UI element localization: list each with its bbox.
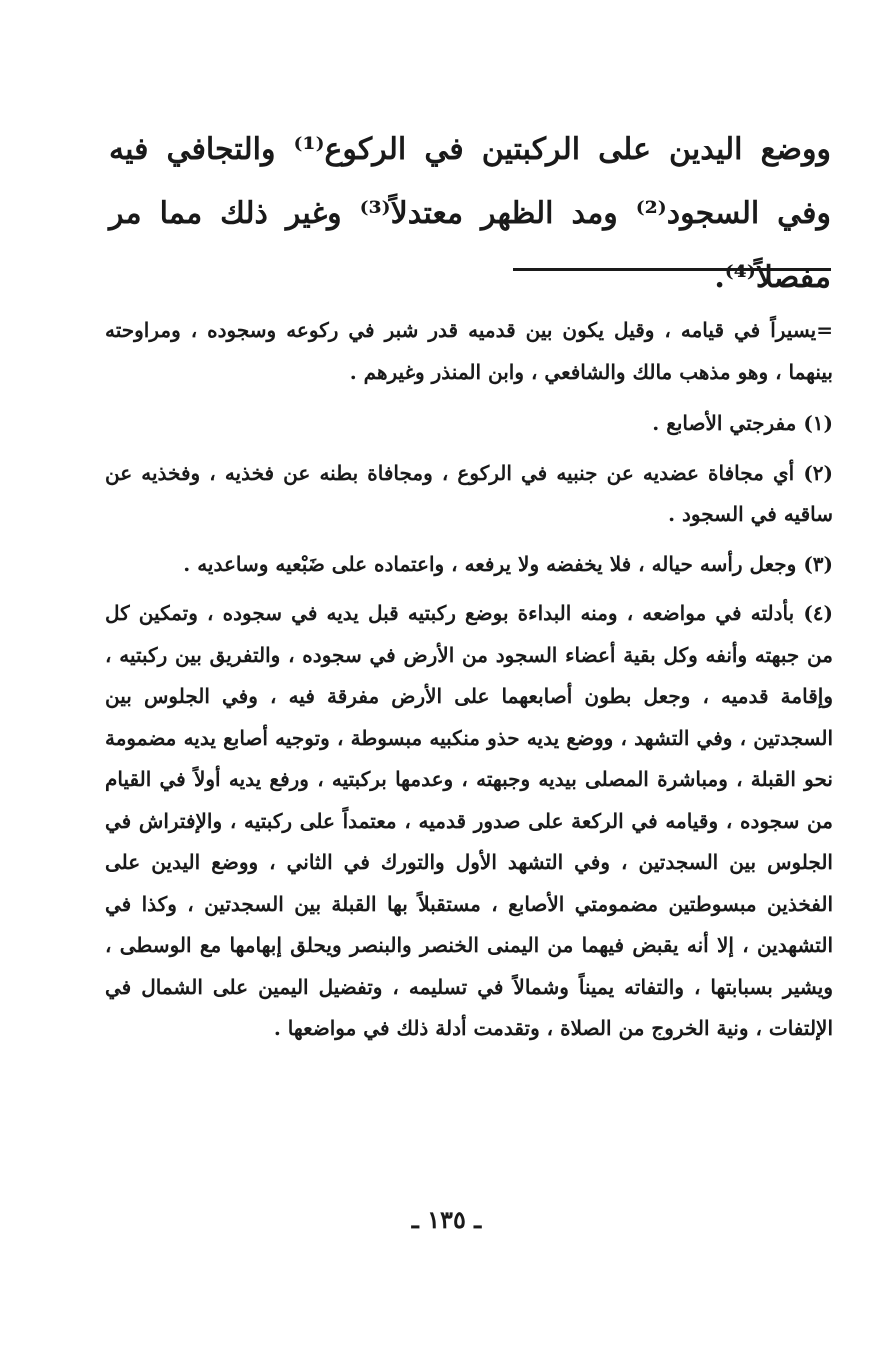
footnote-number: (٢) — [803, 460, 834, 485]
page-number: ـ ١٣٥ ـ — [411, 1205, 482, 1234]
footnote-text: أي مجافاة عضديه عن جنبيه في الركوع ، ومجافاة بطنه عن فخذيه ، وفخذيه عن ساقيه في السجود . — [105, 460, 833, 526]
footnote-number: (٤) — [803, 601, 833, 625]
main-text-block — [109, 118, 831, 310]
footnote-text: وجعل رأسه حياله ، فلا يخفضه ولا يرفعه ، واعتماده على ضَبْعيه وساعديه . — [183, 551, 797, 576]
footnote-separator — [513, 268, 831, 271]
footnote-number: (١) — [803, 411, 833, 435]
footnote-2 — [105, 453, 833, 536]
footnote-continuation: =يسيراً في قيامه ، وقيل يكون بين قدميه قدر شبر في ركوعه وسجوده ، ومراوحته بينهما ، وهو مذهب مالك والشافعي ، وابن المنذر وغيرهم . — [105, 318, 833, 384]
main-paragraph: ووضع اليدين على الركبتين في الركوع⁽¹⁾ والتجافي فيه وفي السجود⁽²⁾ ومد الظهر معتدلاً⁽³⁾ وغير ذلك مما مر مفصلاً⁽⁴⁾. — [109, 132, 832, 295]
footnote-text: بأدلته في مواضعه ، ومنه البداءة بوضع ركبتيه قبل يديه في سجوده ، وتمكين كل من جبهته وأنفه وكل بقية أعضاء السجود من الأرض في سجوده ، والتفريق بين ركبتيه ، وإقامة قدميه ، وجعل بطون أصابعهما على الأرض مفرقة فيه ، وفي الجلوس بين السجدتين ، وفي التشهد ، ووضع يديه حذو منكبيه مبسوطة ، وتوجيه أصابع يديه مضمومة نحو القبلة ، ومباشرة المصلى بيديه وجبهته ، وعدمها بركبتيه ، ورفع يديه أولاً في القيام من سجوده ، وقيامه في الركعة على صدور قدميه ، معتمداً على ركبتيه ، والإفتراش في الجلوس بين السجدتين ، وفي التشهد الأول والتورك في الثاني ، ووضع اليدين على الفخذين مبسوطتين مضمومتي الأصابع ، مستقبلاً بها القبلة بين السجدتين ، وكذا في التشهدين ، إلا أنه يقبض فيهما من اليمنى الخنصر والبنصر ويحلق إبهامها مع الوسطى ، ويشير بسبابتها ، والتفاته يميناً وشمالاً في تسليمه ، وتفضيل اليمين على الشمال في الإلتفات ، ونية الخروج من الصلاة ، وتقدمت أدلة ذلك في مواضعها . — [105, 601, 833, 1040]
footnote-3 — [105, 544, 833, 586]
footnote-4 — [105, 593, 833, 1050]
footnote-number: (٣) — [803, 551, 833, 576]
footnotes-section — [105, 310, 833, 1058]
footnote-1 — [105, 403, 833, 445]
footnote-text: مفرجتي الأصابع . — [652, 411, 797, 435]
